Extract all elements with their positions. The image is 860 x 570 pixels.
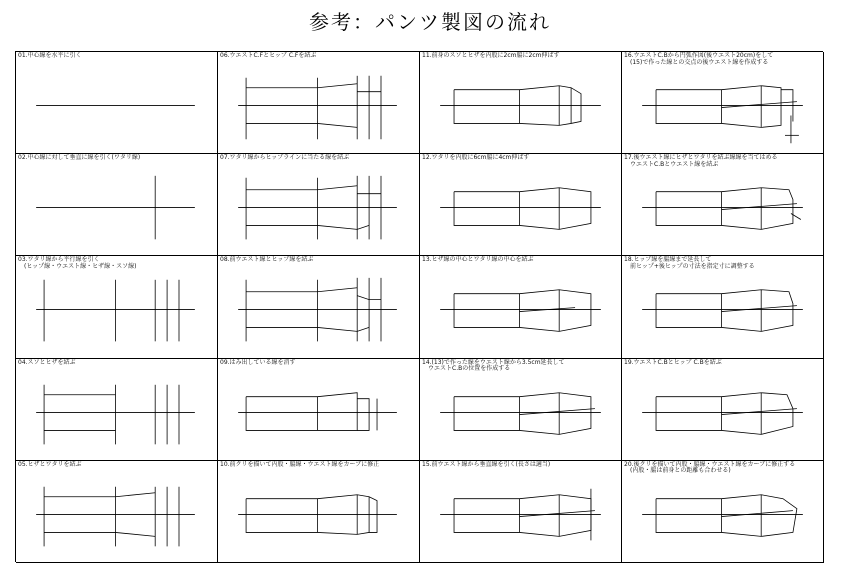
step-cell-09	[218, 359, 420, 461]
step-label: 08.前ウエスト線とヒップ線を結ぶ	[220, 256, 314, 264]
step-label: 20.後クリを描いて内股・脇線・ウエスト線をカーブに修正する (内股・脇は前身との距離も合わせる)	[624, 460, 796, 475]
step-drawing	[622, 256, 823, 357]
step-drawing	[420, 256, 621, 357]
page-title: 参考：パンツ製図の流れ	[309, 10, 551, 34]
step-cell-11	[420, 52, 622, 154]
step-drawing	[420, 461, 621, 562]
step-label: 02.中心線に対して垂直に線を引く(ワタリ線)	[18, 154, 141, 162]
step-drawing	[16, 52, 217, 153]
step-cell-03	[16, 256, 218, 358]
step-cell-02	[16, 154, 218, 256]
step-drawing	[622, 359, 823, 460]
step-drawing	[16, 359, 217, 460]
step-label: 18.ヒップ線を脇線まで延長して 前ヒップ+後ヒップの寸法を指定寸に調整する	[624, 256, 755, 270]
step-drawing	[420, 154, 621, 255]
step-drawing	[622, 154, 823, 255]
step-drawing	[218, 461, 419, 562]
step-label: 07.ワタリ線からヒップラインに当たる線を結ぶ	[220, 154, 350, 162]
step-cell-13	[420, 256, 622, 358]
step-drawing	[16, 461, 217, 562]
step-grid	[15, 51, 823, 562]
step-label: 05.ヒザとワタリを結ぶ	[18, 460, 82, 468]
step-drawing	[622, 461, 823, 562]
step-cell-20	[622, 461, 824, 563]
step-label: 14.(13)で作った線をウエスト線から3.5cm延長して ウエストC.Bの位置を作成する	[422, 358, 565, 373]
step-cell-17	[622, 154, 824, 256]
step-drawing	[218, 359, 419, 460]
step-label: 03.ワタリ線から平行線を引く (ヒップ線・ウエスト線・ヒザ線・スソ線)	[18, 256, 137, 270]
step-drawing	[218, 256, 419, 357]
step-cell-19	[622, 359, 824, 461]
step-cell-01	[16, 52, 218, 154]
step-cell-07	[218, 154, 420, 256]
step-cell-04	[16, 359, 218, 461]
step-label: 19.ウエストC.Bとヒップ C.Bを結ぶ	[624, 358, 722, 366]
step-label: 13.ヒザ線の中心とワタリ線の中心を結ぶ	[422, 256, 534, 264]
step-cell-12	[420, 154, 622, 256]
step-cell-08	[218, 256, 420, 358]
step-label: 12.ワタリを内股に6cm脇に4cm伸ばす	[422, 154, 530, 162]
step-drawing	[420, 359, 621, 460]
step-label: 16.ウエストC.Bから円弧作図(後ウエスト20cm)をして (15)で作った線との交点の後ウエスト線を作成する	[624, 52, 774, 66]
step-cell-15	[420, 461, 622, 563]
step-cell-16	[622, 52, 824, 154]
step-label: 06.ウエストC.Fとヒップ C.Fを結ぶ	[220, 52, 317, 59]
step-cell-10	[218, 461, 420, 563]
step-drawing	[420, 52, 621, 153]
step-drawing	[16, 154, 217, 255]
step-label: 15.前ウエスト線から垂直線を引く(長さは適当)	[422, 460, 551, 468]
step-label: 01.中心線を水平に引く	[18, 52, 82, 59]
step-cell-18	[622, 256, 824, 358]
step-label: 11.前身のスソとヒザを内股に2cm脇に2cm伸ばす	[422, 52, 560, 59]
step-drawing	[218, 154, 419, 255]
step-label: 09.はみ出している線を消す	[220, 358, 296, 366]
step-drawing	[218, 52, 419, 153]
step-cell-06	[218, 52, 420, 154]
step-drawing	[622, 52, 823, 153]
step-label: 04.スソとヒザを結ぶ	[18, 358, 76, 366]
step-drawing	[16, 256, 217, 357]
step-label: 10.前クリを描いて内股・脇線・ウエスト線をカーブに修正	[220, 460, 380, 468]
step-label: 17.後ウエスト線にヒザとワタリを結ぶ線線を当てはめる ウエストC.Bとウエスト線を結ぶ	[624, 154, 778, 168]
step-cell-05	[16, 461, 218, 563]
step-cell-14	[420, 359, 622, 461]
